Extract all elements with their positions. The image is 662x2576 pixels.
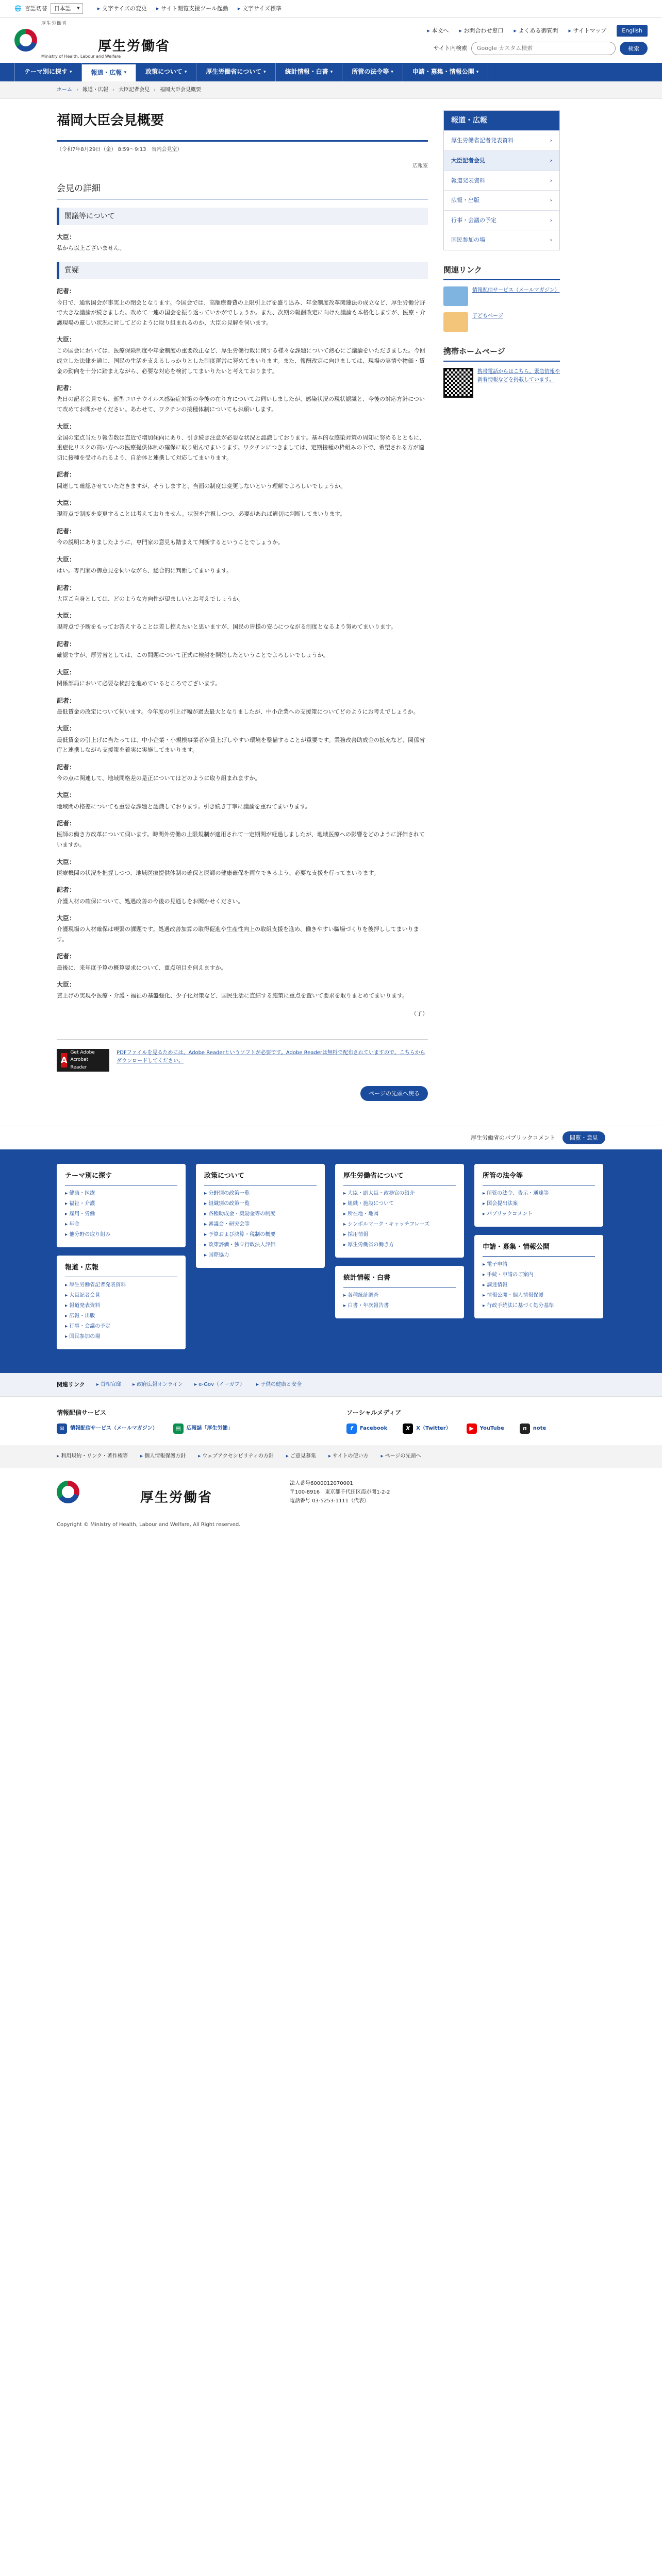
statement: 全国の定点当たり報告数は直近で増加傾向にあり、引き続き注意が必要な状況と認識しております。基本的な感染対策の周知に努めるとともに、重症化リスクの高い方への医療提供体制の確保に取り組んでまいります。ワクチンにつきましては、定期接種の枠組みの下で、希望される方が適切に接種を受けられるよう、自治体と連携して対応してまいります。 — [57, 434, 425, 461]
page-top-button[interactable]: ページの先頭へ戻る — [360, 1086, 428, 1101]
sitemap-link[interactable]: ▸ 組織別の政策一覧 — [204, 1199, 317, 1209]
mobile-site — [443, 368, 560, 398]
corporate-number: 法人番号6000012070001 — [290, 1480, 353, 1486]
mail-service-label: 情報配信サービス（メールマガジン） — [70, 1425, 158, 1431]
sitemap-link[interactable]: ▸ 手続・申請のご案内 — [483, 1270, 595, 1280]
speaker: 大臣： — [57, 791, 76, 799]
statement: 関連して確認させていただきますが、そうしますと、当面の制度は変更しないという理解でよろしいでしょうか。 — [57, 482, 346, 489]
site-search — [434, 42, 648, 55]
sitemap-column — [57, 1164, 186, 1358]
speaker: 大臣： — [57, 981, 76, 989]
qa-item — [57, 857, 428, 878]
address: 〒100-8916 東京都千代田区霞が関1-2-2 — [290, 1489, 390, 1495]
facebook-link[interactable] — [346, 1423, 387, 1434]
sitemap-link[interactable]: ▸ 大臣記者会見 — [65, 1291, 177, 1301]
statement: 先日の記者会見でも、新型コロナウイルス感染症対策の今後の在り方についてお伺いしましたが、感染状況の現状認識と、今後の対応方針について改めてお聞かせください。あわせて、ワクチンの接種体制についてもお願いします。 — [57, 396, 425, 413]
sitemap-link[interactable]: ▸ 厚生労働省の働き方 — [343, 1240, 456, 1250]
sitemap-link[interactable]: ▸ 雇用・労働 — [65, 1209, 177, 1219]
sitemap-link[interactable]: ▸ 福祉・介護 — [65, 1199, 177, 1209]
statement: 現時点で予断をもってお答えすることは差し控えたいと思いますが、国民の皆様の安心につながる制度となるよう努めてまいります。 — [57, 623, 396, 631]
youtube-link[interactable] — [467, 1423, 504, 1434]
info-services — [0, 1396, 662, 1445]
sidebar — [443, 110, 560, 1101]
speaker: 大臣： — [57, 555, 76, 563]
footer-org: 厚生労働省 — [140, 1489, 213, 1505]
qa-item — [57, 498, 428, 519]
utility-bar — [0, 0, 662, 18]
sitemap-link[interactable]: ▸ 予算および決算・税制の概要 — [204, 1230, 317, 1240]
statement: 最後に、来年度予算の概算要求について、重点項目を伺えますか。 — [57, 964, 227, 971]
footer-links — [0, 1445, 662, 1468]
speaker: 大臣： — [57, 914, 76, 922]
header-links — [427, 25, 648, 37]
sitemap-link[interactable]: ▸ パブリックコメント — [483, 1209, 595, 1219]
sitemap-link[interactable]: ▸ 広報・出版 — [65, 1311, 177, 1321]
department: 広報室 — [412, 163, 428, 169]
sitemap-link[interactable]: ▸ 厚生労働省記者発表資料 — [65, 1280, 177, 1291]
magazine-link[interactable] — [173, 1423, 233, 1434]
mhlw-logo-icon — [14, 29, 37, 52]
qa-item — [57, 583, 428, 604]
nav-item[interactable]: 統計情報・白書 ▾ — [276, 63, 343, 81]
speaker: 記者： — [57, 287, 76, 295]
sitemap-card — [57, 1164, 186, 1247]
nav-item[interactable]: 厚生労働省について ▾ — [196, 63, 275, 81]
language-select[interactable]: 日本語 ▾ — [51, 3, 83, 14]
mobile-site-link[interactable]: 携帯電話からはこちら。緊急情報や新着情報などを掲載しています。 — [477, 368, 560, 383]
statement: 地域間の格差についても重要な課題と認識しております。引き続き丁寧に議論を重ねてまいります。 — [57, 803, 311, 810]
related-link-mailmag[interactable] — [443, 286, 560, 306]
speaker: 大臣： — [57, 858, 76, 866]
qa-item — [57, 952, 428, 973]
breadcrumb — [0, 81, 662, 99]
sitemap-link[interactable]: ▸ 組織・施設について — [343, 1199, 456, 1209]
qa-item — [57, 885, 428, 906]
sitemap-heading[interactable]: 政策について — [204, 1171, 317, 1185]
sidebar-item[interactable]: 報道発表資料 › — [444, 171, 559, 191]
sidebar-item[interactable]: 行事・会議の予定 › — [444, 210, 559, 230]
sitemap-heading[interactable]: 報道・広報 — [65, 1263, 177, 1277]
sitemap-heading[interactable]: 申請・募集・情報公開 — [483, 1242, 595, 1257]
sitemap-link[interactable]: ▸ 白書・年次報告書 — [343, 1301, 456, 1311]
related-strip-link[interactable]: ▸ 首相官邸 — [96, 1381, 121, 1389]
sidebar-heading: 報道・広報 — [444, 111, 559, 130]
statement: 賃上げの実現や医療・介護・福祉の基盤強化、少子化対策など、国民生活に直結する施策に重点を置いて要求を取りまとめてまいります。 — [57, 992, 408, 999]
sitemap-link[interactable]: ▸ 調達情報 — [483, 1280, 595, 1291]
qa-item — [57, 762, 428, 784]
qa-item — [57, 724, 428, 755]
sitemap-heading[interactable]: 所管の法令等 — [483, 1171, 595, 1185]
page-title: 福岡大臣会見概要 — [57, 110, 428, 142]
qa-item — [57, 422, 428, 463]
public-comment-button[interactable]: 閲覧・意見 — [562, 1131, 605, 1145]
header-link[interactable]: ▸ サイトマップ — [568, 26, 606, 36]
header-link[interactable]: ▸ 本文へ — [427, 26, 449, 36]
statement: 介護現場の人材確保は喫緊の課題です。処遇改善加算の取得促進や生産性向上の取組支援を進め、働きやすい職場づくりを後押ししてまいります。 — [57, 926, 419, 943]
related-strip-link[interactable]: ▸ 政府広報オンライン — [133, 1381, 183, 1389]
speaker: 大臣： — [57, 612, 76, 620]
magazine-label: 広報誌「厚生労働」 — [186, 1425, 233, 1431]
public-comment-bar — [0, 1126, 662, 1149]
breadcrumb-item: 福岡大臣会見概要 — [160, 87, 201, 93]
header-link[interactable]: ▸ お問合わせ窓口 — [459, 26, 503, 36]
logo-english: Ministry of Health, Labour and Welfare — [41, 54, 121, 59]
subsection-qa: 質疑 — [57, 262, 428, 279]
related-link-label[interactable]: 情報配信サービス（メールマガジン） — [472, 287, 560, 293]
related-link-kids[interactable] — [443, 312, 560, 332]
mail-service-link[interactable] — [57, 1423, 158, 1434]
sitemap-link[interactable]: ▸ 採用情報 — [343, 1230, 456, 1240]
copyright: Copyright © Ministry of Health, Labour and Welfare, All Right reserved. — [57, 1521, 241, 1528]
sitemap-column — [335, 1164, 464, 1358]
sitemap-card — [335, 1164, 464, 1258]
statement: はい。専門家の御意見を伺いながら、総合的に判断してまいります。 — [57, 567, 233, 574]
breadcrumb-item[interactable]: ホーム — [57, 87, 72, 93]
section-title: 会見の詳細 — [57, 182, 428, 199]
nav-item[interactable]: 申請・募集・情報公開 ▾ — [403, 63, 489, 81]
sitemap-link[interactable]: ▸ 所在地・地図 — [343, 1209, 456, 1219]
statement: 現時点で制度を変更することは考えておりません。状況を注視しつつ、必要があれば適切に判断してまいります。 — [57, 511, 346, 518]
search-input[interactable] — [471, 42, 616, 55]
nav-item[interactable]: 所管の法令等 ▾ — [342, 63, 403, 81]
statement: 最低賃金の改定について伺います。今年度の引上げ幅が過去最大となりましたが、中小企業への支援策についてどのようにお考えでしょうか。 — [57, 708, 419, 715]
qa-item — [57, 790, 428, 811]
public-comment-label: 厚生労働省のパブリックコメント — [471, 1134, 555, 1141]
statement: 今の説明にありましたように、専門家の意見も踏まえて判断するということでしょうか。 — [57, 539, 284, 546]
qa-item — [57, 696, 428, 717]
site-logo[interactable] — [14, 20, 231, 60]
speaker: 大臣： — [57, 668, 76, 676]
sitemap-card — [335, 1266, 464, 1318]
subsection-cabinet: 閣議等について — [57, 208, 428, 225]
globe-icon: 🌐 — [14, 5, 22, 12]
sitemap-card — [474, 1164, 603, 1227]
related-links-heading: 関連リンク — [443, 264, 560, 280]
logo-main: 厚生労働省 — [98, 38, 171, 54]
sitemap-link[interactable]: ▸ 電子申請 — [483, 1260, 595, 1270]
speaker: 大臣： — [57, 336, 76, 344]
speaker: 記者： — [57, 820, 76, 827]
sitemap-link[interactable]: ▸ 政策評価・独立行政法人評価 — [204, 1240, 317, 1250]
sitemap-link[interactable]: ▸ 国民参加の場 — [65, 1332, 177, 1342]
book-icon: ▤ — [173, 1423, 184, 1434]
sidebar-item[interactable]: 大臣記者会見 › — [444, 150, 559, 171]
english-button[interactable]: English — [617, 25, 648, 37]
acrobat-badge[interactable] — [57, 1049, 109, 1072]
x-icon: X — [403, 1423, 413, 1434]
sitemap-heading[interactable]: 厚生労働省について — [343, 1171, 456, 1185]
nav-item[interactable]: 報道・広報 ▾ — [82, 63, 137, 81]
search-label: サイト内検索 — [433, 45, 467, 52]
related-link-label[interactable]: 子どもページ — [472, 313, 503, 319]
footer-link[interactable]: ▸ 個人情報保護方針 — [140, 1452, 186, 1461]
footer-link[interactable]: ▸ ご意見募集 — [286, 1452, 316, 1461]
speaker: 記者： — [57, 640, 76, 648]
sitemap-link[interactable]: ▸ 国際協力 — [204, 1250, 317, 1261]
speaker: 大臣： — [57, 233, 76, 241]
qa-item — [57, 913, 428, 944]
statement: 大臣ご自身としては、どのような方向性が望ましいとお考えでしょうか。 — [57, 595, 244, 602]
statement: 確認ですが、厚労省としては、この問題について正式に検討を開始したということでよろしいでしょうか。 — [57, 652, 329, 659]
mhlw-logo-icon — [57, 1481, 79, 1503]
speaker: 記者： — [57, 697, 76, 704]
breadcrumb-separator-icon: › — [154, 87, 156, 93]
qa-item — [57, 335, 428, 376]
youtube-icon: ▶ — [467, 1423, 477, 1434]
youtube-label: YouTube — [479, 1425, 504, 1431]
global-nav — [0, 63, 662, 81]
utility-links — [97, 4, 282, 13]
note-link[interactable] — [520, 1423, 547, 1434]
footer-link[interactable]: ▸ 利用規約・リンク・著作権等 — [57, 1452, 128, 1461]
speaker: 記者： — [57, 763, 76, 771]
acrobat-icon: A — [61, 1053, 67, 1067]
footer-link[interactable]: ▸ ウェブアクセシビリティの方針 — [198, 1452, 274, 1461]
qa-item — [57, 470, 428, 491]
sitemap-link[interactable]: ▸ 行政手続法に基づく処分基準 — [483, 1301, 595, 1311]
statement: 今日で、通常国会が事実上の閉会となります。今国会では、高額療養費の上限引上げを盛り込み、年金制度改革関連法の成立など、厚生労働分野で大きな議論が続きました。改めて一連の国会を振り返っていかがでしょうか。また、次期の報酬改定に向けた議論も本格化しますが、医療・介護現場の厳しい状況に対してどのように取り組まれるのか、大臣の見解を伺います。 — [57, 299, 425, 326]
sitemap-link[interactable]: ▸ 行事・会議の予定 — [65, 1321, 177, 1332]
statement: 今の点に関連して、地域間格差の是正についてはどのように取り組まれますか。 — [57, 774, 261, 782]
footer-logo[interactable] — [57, 1479, 269, 1505]
related-strip-link[interactable]: ▸ e-Gov（イーガブ） — [194, 1381, 245, 1389]
x-link[interactable] — [403, 1423, 451, 1434]
related-strip — [0, 1373, 662, 1397]
sitemap-link[interactable]: ▸ 大臣・副大臣・政務官の紹介 — [343, 1189, 456, 1199]
qa-item — [57, 668, 428, 689]
qa-item — [57, 555, 428, 576]
mobile-heading: 携帯ホームページ — [443, 345, 560, 362]
sitemap-link[interactable]: ▸ 所管の法令、告示・通達等 — [483, 1189, 595, 1199]
sitemap-link[interactable]: ▸ 他分野の取り組み — [65, 1230, 177, 1240]
statement: 介護人材の確保について、処遇改善の今後の見通しをお聞かせください。 — [57, 897, 244, 905]
phone: 電話番号 03-5253-1111（代表） — [290, 1498, 370, 1504]
sitemap-card — [196, 1164, 325, 1268]
note-label: note — [533, 1425, 547, 1431]
sitemap-link[interactable]: ▸ 国会提出法案 — [483, 1199, 595, 1209]
speaker: 大臣： — [57, 499, 76, 507]
acrobat-badge-label: Get Adobe Acrobat Reader — [70, 1049, 95, 1070]
speaker: 記者： — [57, 584, 76, 591]
footer — [0, 1468, 662, 1521]
sitemap-link[interactable]: ▸ 情報公開・個人情報保護 — [483, 1291, 595, 1301]
nav-item[interactable]: テーマ別に探す ▾ — [14, 63, 82, 81]
statement: この国会においては、医療保険制度や年金制度の重要改正など、厚生労働行政に関する様々な課題について熱心にご議論をいただきました。今回成立した法律を通じ、国民の生活を支えるしっかりとした制度運営に努めてまいります。また、報酬改定に向けましては、現場の実情や物価・賃金の動向を十分に踏まえながら、必要な対応を検討してまいりたいと考えております。 — [57, 347, 425, 375]
sidebar-item[interactable]: 広報・出版 › — [444, 190, 559, 210]
site-header — [0, 18, 662, 63]
qa-item — [57, 286, 428, 328]
utility-link[interactable]: ▸ 文字サイズの変更 — [97, 4, 147, 13]
qa-item — [57, 527, 428, 548]
statement: 医療機関の状況を把握しつつ、地域医療提供体制の確保と医師の健康確保を両立できるよう、必要な支援を行ってまいります。 — [57, 869, 379, 876]
sidebar-item[interactable]: 国民参加の場 › — [444, 230, 559, 250]
utility-link[interactable]: ▸ 文字サイズ標準 — [238, 4, 282, 13]
acrobat-notice — [57, 1039, 428, 1072]
speaker: 大臣： — [57, 422, 76, 430]
breadcrumb-item[interactable]: 大臣記者会見 — [119, 87, 150, 93]
footer-link[interactable]: ▸ サイトの使い方 — [328, 1452, 369, 1461]
sitemap-link[interactable]: ▸ 報道発表資料 — [65, 1301, 177, 1311]
header-link[interactable]: ▸ よくある御質問 — [514, 26, 558, 36]
mail-icon: ✉ — [57, 1423, 67, 1434]
sitemap-heading[interactable]: 統計情報・白書 — [343, 1273, 456, 1287]
facebook-label: Facebook — [360, 1425, 388, 1431]
logo-sub: 厚生労働省 — [41, 21, 68, 27]
sitemap-column — [196, 1164, 325, 1358]
distribution-heading: 情報配信サービス — [57, 1409, 107, 1417]
qa-item — [57, 611, 428, 632]
sitemap-link[interactable]: ▸ 年金 — [65, 1219, 177, 1230]
related-strip-label: 関連リンク — [57, 1381, 85, 1388]
breadcrumb-separator-icon: › — [76, 87, 78, 93]
sitemap-link[interactable]: ▸ シンボルマーク・キャッチフレーズ — [343, 1219, 456, 1230]
related-strip-link[interactable]: ▸ 子供の健康と安全 — [256, 1381, 302, 1389]
acrobat-download-link[interactable]: PDFファイルを見るためには、Adobe Readerというソフトが必要です。Adobe Readerは無料で配布されていますので、こちらからダウンロードしてください。 — [117, 1049, 425, 1064]
breadcrumb-separator-icon: › — [112, 87, 114, 93]
main-content — [57, 110, 428, 1101]
sitemap-column — [474, 1164, 603, 1358]
language-label: 言語切替 — [24, 5, 47, 12]
sitemap-link[interactable]: ▸ 分野別の政策一覧 — [204, 1189, 317, 1199]
footer-sitemap — [0, 1149, 662, 1373]
statement: 私から以上ございません。 — [57, 245, 125, 252]
qr-code-icon — [443, 368, 473, 398]
sitemap-card — [474, 1235, 603, 1318]
note-icon: n — [520, 1423, 530, 1434]
kids-page-banner-icon — [443, 312, 468, 332]
x-label: X（Twitter） — [416, 1425, 451, 1431]
sitemap-heading[interactable]: テーマ別に探す — [65, 1171, 177, 1185]
speaker: 大臣： — [57, 725, 76, 733]
utility-link[interactable]: ▸ サイト閲覧支援ツール起動 — [156, 4, 228, 13]
statement: 関係部局において必要な検討を進めているところでございます。 — [57, 680, 221, 687]
search-button[interactable]: 検索 — [620, 42, 648, 55]
social-heading: ソーシャルメディア — [346, 1409, 402, 1417]
sitemap-link[interactable]: ▸ 審議会・研究会等 — [204, 1219, 317, 1230]
speaker: 記者： — [57, 471, 76, 479]
statement: 医師の働き方改革について伺います。時間外労働の上限規制が適用されて一定期間が経過しましたが、地域医療への影響をどのように評価されていますか。 — [57, 831, 425, 848]
sitemap-link[interactable]: ▸ 各種助成金・奨励金等の制度 — [204, 1209, 317, 1219]
qa-list — [57, 286, 428, 1001]
facebook-icon: f — [346, 1423, 357, 1434]
sidebar-menu — [443, 110, 560, 250]
sitemap-card — [57, 1256, 186, 1349]
speaker: 記者： — [57, 527, 76, 535]
nav-item[interactable]: 政策について ▾ — [136, 63, 196, 81]
sitemap-link[interactable]: ▸ 健康・医療 — [65, 1189, 177, 1199]
conference-meta: （令和7年8月29日（金） 8:59～9:13 省内会見室） — [57, 146, 183, 152]
end-mark: （了） — [411, 1010, 428, 1017]
speaker: 記者： — [57, 953, 76, 960]
sitemap-link[interactable]: ▸ 各種統計調査 — [343, 1291, 456, 1301]
qa-item — [57, 383, 428, 414]
speaker: 記者： — [57, 886, 76, 894]
mail-magazine-banner-icon — [443, 286, 468, 306]
breadcrumb-item[interactable]: 報道・広報 — [82, 87, 108, 93]
qa-item — [57, 980, 428, 1001]
statement: 最低賃金の引上げに当たっては、中小企業・小規模事業者が賃上げしやすい環境を整備することが重要です。業務改善助成金の拡充など、関係省庁と連携しながら支援策を着実に実施してまいります。 — [57, 736, 425, 754]
intro-block — [57, 232, 428, 253]
sidebar-item[interactable]: 厚生労働省記者発表資料 › — [444, 130, 559, 150]
language-switch — [14, 3, 83, 14]
qa-item — [57, 639, 428, 660]
footer-link[interactable]: ▸ ページの先頭へ — [380, 1452, 421, 1461]
speaker: 記者： — [57, 384, 76, 392]
qa-item — [57, 819, 428, 850]
